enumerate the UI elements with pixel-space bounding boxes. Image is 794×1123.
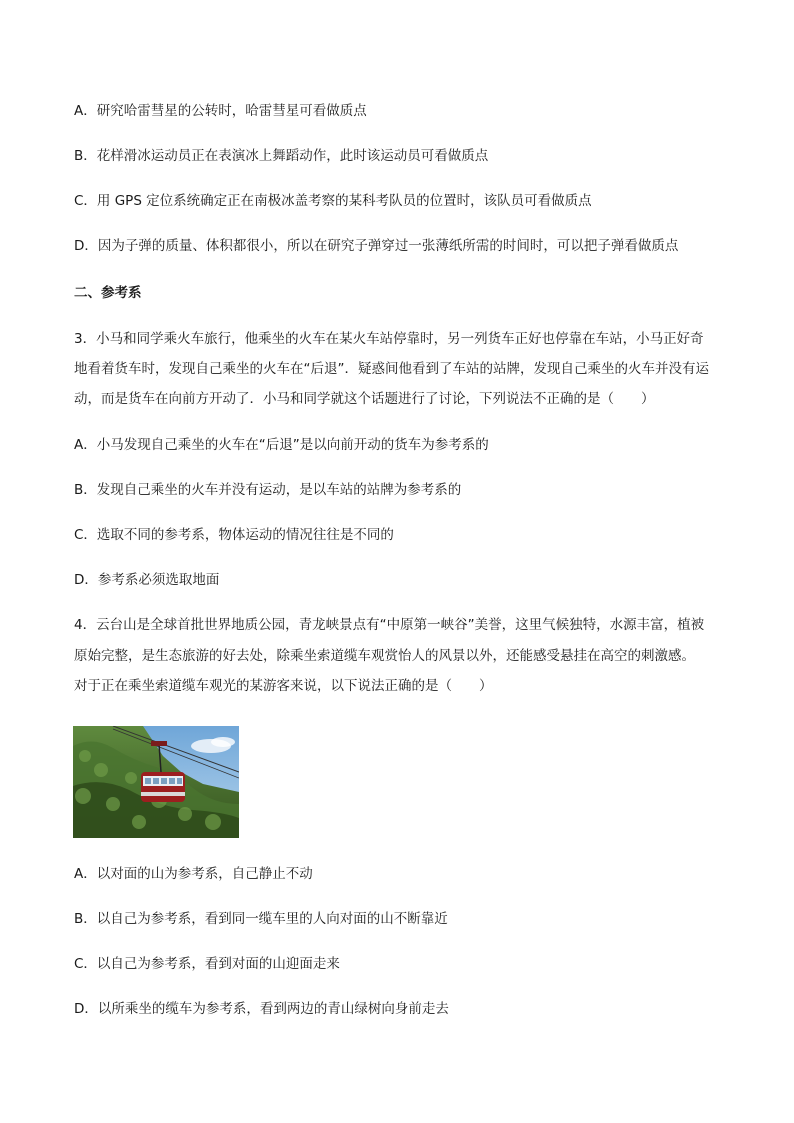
q3-stem-line-3: 动，而是货车在向前方开动了．小马和同学就这个话题进行了讨论，下列说法不正确的是（ ） — [74, 391, 655, 407]
q4-option-b: B．以自己为参考系，看到同一缆车里的人向对面的山不断靠近 — [74, 911, 448, 927]
q4-option-a: A．以对面的山为参考系，自己静止不动 — [74, 866, 313, 882]
q2-option-a: A．研究哈雷彗星的公转时，哈雷彗星可看做质点 — [74, 103, 367, 119]
q2-option-b: B．花样滑冰运动员正在表演冰上舞蹈动作，此时该运动员可看做质点 — [74, 148, 489, 164]
q4-option-c: C．以自己为参考系，看到对面的山迎面走来 — [74, 956, 340, 972]
cable-car-photo — [73, 726, 239, 838]
q4-stem-line-1: 4．云台山是全球首批世界地质公园，青龙峡景点有“中原第一峡谷”美誉，这里气候独特，水源丰富，植被 — [74, 617, 705, 633]
q3-option-a: A．小马发现自己乘坐的火车在“后退”是以向前开动的货车为参考系的 — [74, 437, 489, 453]
q3-option-b: B．发现自己乘坐的火车并没有运动，是以车站的站牌为参考系的 — [74, 482, 462, 498]
q2-option-c: C．用 GPS 定位系统确定正在南极冰盖考察的某科考队员的位置时，该队员可看做质点 — [74, 193, 592, 209]
q3-stem-line-1: 3．小马和同学乘火车旅行，他乘坐的火车在某火车站停靠时，另一列货车正好也停靠在车站，小马正好奇 — [74, 331, 704, 347]
q4-stem-line-3: 对于正在乘坐索道缆车观光的某游客来说，以下说法正确的是（ ） — [74, 678, 493, 694]
q2-option-d: D．因为子弹的质量、体积都很小，所以在研究子弹穿过一张薄纸所需的时间时，可以把子弹看做质点 — [74, 238, 679, 254]
q4-option-d: D．以所乘坐的缆车为参考系，看到两边的青山绿树向身前走去 — [74, 1001, 449, 1017]
q4-stem-line-2: 原始完整，是生态旅游的好去处，除乘坐索道缆车观赏怡人的风景以外，还能感受悬挂在高空的刺激感。 — [74, 648, 695, 664]
q3-stem-line-2: 地看着货车时，发现自己乘坐的火车在“后退”．疑惑间他看到了车站的站牌，发现自己乘坐的火车并没有运 — [74, 361, 709, 377]
q3-option-c: C．选取不同的参考系，物体运动的情况往往是不同的 — [74, 527, 394, 543]
q3-option-d: D．参考系必须选取地面 — [74, 572, 220, 588]
section-heading: 二、参考系 — [74, 285, 142, 301]
